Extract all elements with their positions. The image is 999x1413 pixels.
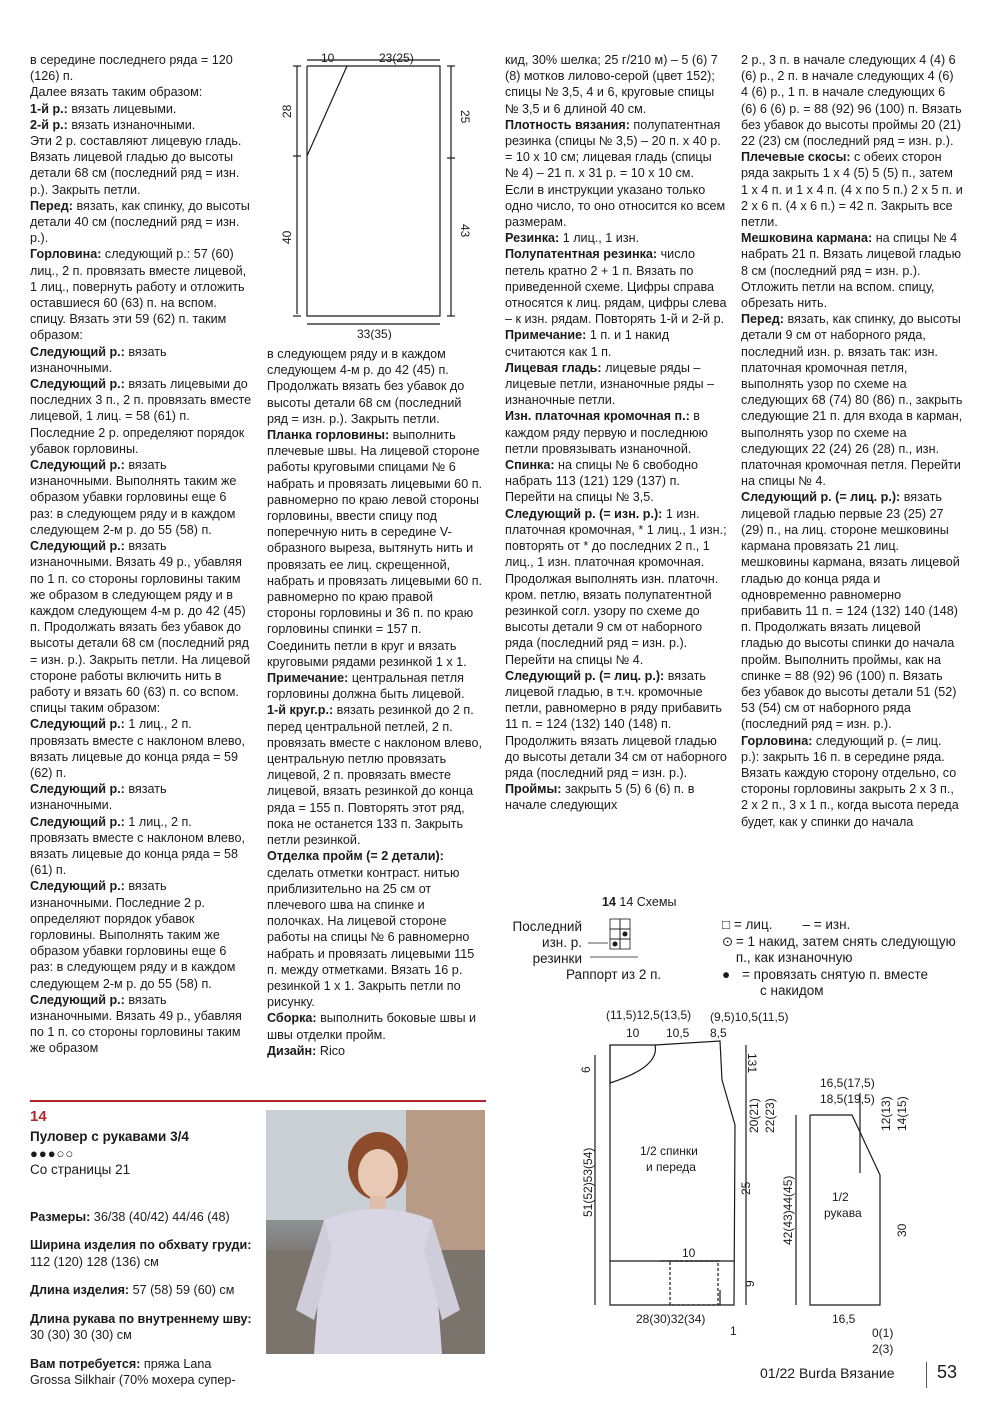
from-page: Со страницы 21 bbox=[30, 1162, 131, 1177]
col3-paragraph bbox=[505, 506, 727, 668]
sch-h6: 6 bbox=[579, 1066, 593, 1073]
paragraph-text: на спицы № 6 свободно набрать 113 (121) 129 (137) п. Перейти на спицы № 3,5. bbox=[505, 458, 699, 505]
paragraph-heading: Примечание: bbox=[267, 671, 349, 686]
paragraph-text: вязать, как спинку, до высоты детали 40 см (последний ряд = изн. р.). bbox=[30, 198, 250, 246]
item_info-paragraph bbox=[30, 1311, 255, 1343]
paragraph-heading: 2-й р.: bbox=[30, 117, 68, 132]
paragraph-text: 112 (120) 128 (136) см bbox=[30, 1254, 159, 1269]
paragraph-text: следующий р. (= лиц. р.): закрыть 16 п. в середине ряда. Вязать каждую сторону отдельно, со стороны горловины закрыть 2 х 3 п., 2 х 2 п., 3 х 1 п., когда высота переда будет, как у спинки до начала bbox=[741, 733, 959, 829]
paragraph-text: 1 п. и 1 накид считаются как 1 п. bbox=[505, 328, 670, 359]
col3-paragraph bbox=[505, 230, 727, 246]
sch-total-h: 51(52)53(54) bbox=[581, 1147, 595, 1217]
paragraph-text: Эти 2 р. составляют лицевую гладь. Вязать лицевой гладью до высоты детали 68 см (последний ряд = изн. р.). Закрыть петли. bbox=[30, 134, 242, 197]
paragraph-heading: Следующий р.: bbox=[30, 992, 125, 1007]
paragraph-text: 2 р., 3 п. в начале следующих 4 (4) 6 (6) р., 2 п. в начале следующих 4 (6) 4 (6) р., 1 п. в начале следующих 6 (6) 6 (6) р. = 88 (92) 96 (100) п. Вязать без убавок до высоты проймы 20 (21) 22 (23) см (последний ряд = изн. р.). bbox=[741, 53, 962, 149]
paragraph-heading: Отделка пройм (= 2 детали): bbox=[267, 849, 444, 864]
col3-paragraph bbox=[505, 117, 727, 182]
sch-armhole2: 22(23) bbox=[763, 1098, 777, 1133]
paragraph-text: 1 лиц., 2 п. провязать вместе с наклоном влево, вязать лицевые до конца ряда = 58 (61) п. bbox=[30, 814, 245, 878]
sch-sleeve-total: 42(43)44(45) bbox=[781, 1175, 795, 1245]
legend-symbols: □ = лиц. – = изн. ⊙ = 1 накид, затем снять следующую п., как изнаночную ● = провязать снятую п. вместе с накидом bbox=[722, 917, 972, 1000]
legend-last-row-1: Последний bbox=[512, 919, 582, 934]
paragraph-text: лицевые ряды – лицевые петли, изнаночные ряды – изнаночные петли. bbox=[505, 360, 715, 408]
col4-paragraph bbox=[741, 733, 963, 830]
paragraph-heading: 1-й круг.р.: bbox=[267, 703, 334, 718]
legend-rib: резинки bbox=[532, 951, 582, 966]
item-number: 14 bbox=[30, 1108, 47, 1125]
col2-paragraph bbox=[267, 702, 482, 848]
paragraph-text: полупатентная резинка (спицы № 3,5) – 20 п. х 40 р. = 10 х 10 см; лицевая гладь (спицы № 4) – 21 п. х 31 р. = 10 х 10 см. bbox=[505, 117, 721, 181]
sch-body-label: 1/2 спинки bbox=[640, 1144, 698, 1158]
sym-knit: □ = лиц. bbox=[722, 917, 773, 932]
sch-top-left: (11,5)12,5(13,5) bbox=[606, 1008, 692, 1022]
item_info-paragraph bbox=[30, 1237, 255, 1269]
item_info-paragraph bbox=[30, 1282, 255, 1298]
header-divider bbox=[30, 1100, 486, 1102]
paragraph-heading: Следующий р.: bbox=[30, 539, 125, 554]
paragraph-text: вязать резинкой до 2 п. перед центральной петлей, 2 п. провязать вместе с наклоном влево, центральную петлю провязать лицевой, 2 п. провязать вместе лицевой, вязать резинкой до конца ряда = 155 п. Повторять этот ряд, пока не останется 133 п. Закрыть петли резинкой. bbox=[267, 703, 482, 848]
col1-paragraph bbox=[30, 814, 252, 879]
col2-paragraph bbox=[267, 670, 482, 702]
paragraph-heading: Следующий р.: bbox=[30, 879, 125, 894]
col2-paragraph bbox=[267, 346, 482, 427]
legend-repeat: Раппорт из 2 п. bbox=[566, 967, 662, 982]
sch-sleeve-marks-2: 2(3) bbox=[872, 1342, 894, 1356]
col3-paragraph bbox=[505, 668, 727, 814]
sch-w85: 8,5 bbox=[710, 1026, 727, 1040]
paragraph-text: в каждом ряду первую и последнюю петли провязывать изнаночной. bbox=[505, 409, 708, 456]
paragraph-text: выполнить боковые швы и швы отделки пройм. bbox=[267, 1011, 477, 1042]
footer bbox=[760, 1365, 895, 1381]
text-column-1 bbox=[30, 52, 252, 1057]
paragraph-text: Далее вязать таким образом: bbox=[30, 85, 203, 100]
col3-paragraph bbox=[505, 457, 727, 506]
text-column-3 bbox=[505, 52, 727, 814]
item_info-paragraph bbox=[30, 1356, 255, 1388]
paragraph-text: закрыть 5 (5) 6 (6) п. в начале следующих bbox=[505, 782, 695, 813]
paragraph-text: Вязать 49 р., убавляя по 1 п. со стороны горловины таким же образом в следующем ряду и в каждом следующем 4-м р. до 42 (45) п. Продолжать вязать без убавок до высоты детали 68 см (последний ряд = изн. р.). Закрыть петли. На лицевой стороне работы включить нить в работу и вязать 60 (63) п. со вспом. спицы таким образом: bbox=[30, 555, 251, 716]
item_info-paragraph bbox=[30, 1209, 255, 1225]
paragraph-heading: Полупатентная резинка: bbox=[505, 247, 658, 262]
paragraph-text: кид, 30% шелка; 25 г/210 м) – 5 (6) 7 (8) мотков лилово-серой (цвет 152); спицы № 3,5, 4 и 6, круговые спицы № 3,5 и 6 длиной 40 см. bbox=[505, 53, 718, 116]
garment-schematic bbox=[570, 1005, 930, 1365]
col1-paragraph bbox=[30, 101, 252, 117]
paragraph-heading: Изн. платочная кромочная п.: bbox=[505, 409, 690, 424]
sch-bottom: 28(30)32(34) bbox=[636, 1312, 706, 1326]
col1-paragraph bbox=[30, 344, 252, 376]
footer-separator bbox=[926, 1362, 927, 1388]
paragraph-text: вязать лицевой гладью первые 23 (25) 27 (29) п., на лиц. стороне мешковины кармана провязать 21 лиц. мешковины кармана, вязать лицевой гладью до конца ряда и одновременно равномерно прибавить 11 п. = 124 (132) 140 (148) п. Продолжать вязать лицевой гладью до высоты спинки до начала пройм. Выполнить проймы, как на спинке = 88 (92) 96 (100) п. Вязать без убавок до высоты детали 51 (52) 53 (54) см от наборного ряда (последний ряд = изн. р.). bbox=[741, 490, 960, 732]
text-column-2 bbox=[267, 346, 482, 1059]
sch-body-label-2: и переда bbox=[646, 1160, 696, 1174]
paragraph-text: 1 лиц., 2 п. провязать вместе с наклоном влево, вязать лицевые до конца ряда = 59 (62) п. bbox=[30, 717, 245, 780]
sch-w10: 10 bbox=[626, 1026, 640, 1040]
sch-sleeve-top: 16,5(17,5) bbox=[820, 1076, 875, 1090]
col1-paragraph bbox=[30, 716, 252, 781]
col4-paragraph bbox=[741, 311, 963, 489]
sch-sleeve-marks: 0(1) bbox=[872, 1326, 894, 1340]
paragraph-text: пряжа Lana Grossa Silkhair (70% мохера супер- bbox=[30, 1357, 236, 1388]
col4-paragraph bbox=[741, 489, 963, 732]
sch-sleeve-label: 1/2 bbox=[832, 1190, 849, 1204]
paragraph-text: 1 изн. платочная кромочная, * 1 лиц., 1 изн.; повторять от * до последних 2 п., 1 лиц., 1 изн. платочная кромочная. Продолжая выполнять изн. платочн. кром. петлю, вязать полупатентной резинкой согл. узору по схеме до высоты детали 9 см от наборного ряда (последний ряд = изн. р.). Перейти на спицы № 4. bbox=[505, 506, 727, 667]
sch-sleeve-h12: 12(13) bbox=[879, 1096, 893, 1131]
col2-paragraph bbox=[267, 427, 482, 670]
paragraph-heading: Размеры: bbox=[30, 1209, 91, 1224]
sch-pocket10: 10 bbox=[682, 1246, 696, 1260]
paragraph-text: вязать изнаночными. Выполнять таким же образом убавки горловины еще 6 раз: в следующем ряду и в каждом следующем 2-м р. до 55 (58) п. bbox=[30, 458, 237, 537]
col1-paragraph bbox=[30, 117, 252, 133]
sch-armhole: 20(21) bbox=[747, 1098, 761, 1133]
paragraph-heading: Следующий р. (= лиц. р.): bbox=[741, 490, 901, 505]
col3-paragraph bbox=[505, 52, 727, 117]
paragraph-text: вязать изнаночными. bbox=[30, 539, 167, 570]
legend-title-text: 14 Схемы bbox=[619, 895, 677, 909]
sym-yo: = 1 накид, затем снять следующую п., как изнаночную bbox=[735, 933, 956, 965]
paragraph-heading: Следующий р.: bbox=[30, 814, 125, 829]
paragraph-text: вязать изнаночными. Последние 2 р. определяют порядок убавок горловины. Выполнять таким же образом убавки горловины еще 6 раз: в следующем ряду и в каждом следующем 2-м р. до 55 (58) п. bbox=[30, 879, 236, 991]
paragraph-heading: Длина рукава по внутреннему шву: bbox=[30, 1312, 252, 1327]
difficulty-dots: ●●●○○ bbox=[30, 1146, 75, 1161]
sch-sleeve-label-2: рукава bbox=[824, 1206, 862, 1220]
paragraph-heading: Дизайн: bbox=[267, 1043, 317, 1058]
paragraph-heading: Следующий р.: bbox=[30, 782, 125, 797]
paragraph-text: Если в инструкции указано только одно число, то оно относится ко всем размерам. bbox=[505, 182, 726, 230]
col1-paragraph bbox=[30, 781, 252, 813]
paragraph-heading: Следующий р. (= лиц. р.): bbox=[505, 668, 665, 683]
col1-paragraph bbox=[30, 246, 252, 343]
paragraph-text: с обеих сторон ряда закрыть 1 х 4 (5) 5 (5) п., затем 1 х 4 п. и 1 х 4 п. (4 х по 5 п.) 2 х 5 п. и 2 х 6 п. (4 х 6 п.) = 42 п. Закрыть все петли. bbox=[741, 150, 963, 230]
top-schematic bbox=[267, 48, 482, 340]
paragraph-heading: Следующий р.: bbox=[30, 458, 125, 473]
paragraph-text: на спицы № 4 набрать 21 п. Вязать лицевой гладью 8 см (последний ряд = изн. р.). Отложить петли на вспом. спицу, обрезать нить. bbox=[741, 231, 962, 311]
sym-knit-tog: = провязать снятую п. вместе bbox=[742, 966, 929, 982]
paragraph-heading: Плечевые скосы: bbox=[741, 150, 851, 165]
paragraph-text: сделать отметки контраст. нитью приблизительно на 25 см от плечевого шва на спинке и полочках. На лицевой стороне работы на спицы № 6 равномерно набрать и провязать лицевыми 115 п. между отметками. Вязать 16 р. резинкой 1 х 1. Закрыть петли по рисунку. bbox=[267, 865, 475, 1010]
stitch-legend bbox=[500, 895, 970, 1005]
sch-sleeve-top-2: 18,5(19,5) bbox=[820, 1092, 875, 1106]
paragraph-text: 57 (58) 59 (60) см bbox=[129, 1283, 235, 1298]
paragraph-text: число петель кратно 2 + 1 п. Вязать по приведенной схеме. Цифры справа относятся к лиц. рядам, цифры слева – к изн. рядам. Повторять 1-й и 2-й р. bbox=[505, 247, 727, 327]
col3-paragraph bbox=[505, 408, 727, 457]
legend-title: 14 14 Схемы bbox=[602, 895, 677, 909]
col1-paragraph bbox=[30, 133, 252, 198]
paragraph-text: 36/38 (40/42) 44/46 (48) bbox=[90, 1209, 230, 1224]
paragraph-heading: Горловина: bbox=[741, 733, 813, 748]
paragraph-heading: Резинка: bbox=[505, 231, 560, 246]
col3-paragraph bbox=[505, 360, 727, 409]
legend-last-row bbox=[504, 919, 582, 967]
paragraph-text: вязать изнаночными. bbox=[30, 782, 167, 813]
paragraph-text: следующий р.: 57 (60) лиц., 2 п. провязать вместе лицевой, 1 лиц., повернуть работу и отложить оставшиеся 60 (63) п. на вспом. спицу. Вязать эти 59 (62) п. таким образом: bbox=[30, 247, 247, 343]
col3-paragraph bbox=[505, 182, 727, 231]
paragraph-text: вязать изнаночными. Вязать 49 р., убавляя по 1 п. со стороны горловины таким же образом bbox=[30, 992, 242, 1056]
paragraph-text: вязать, как спинку, до высоты детали 9 см от наборного ряда, последний изн. р. вязать так: изн. платочная кромочная петля, выполнять узор по схеме на следующих 68 (74) 80 (86) п., закрыть следующие 21 п. для входа в карман, выполнять узор по схеме на следующих 22 (24) 26 (28) п., изн. платочная кромочная петля. Перейти на спицы № 4. bbox=[741, 312, 963, 489]
paragraph-text: вязать изнаночными. bbox=[67, 117, 196, 132]
col1-paragraph bbox=[30, 538, 252, 716]
col1-paragraph bbox=[30, 52, 252, 84]
paragraph-heading: Следующий р.: bbox=[30, 377, 125, 392]
col4-paragraph bbox=[741, 149, 963, 230]
paragraph-heading: Плотность вязания: bbox=[505, 117, 630, 132]
col1-paragraph bbox=[30, 84, 252, 100]
sch-h25: 25 bbox=[739, 1181, 753, 1195]
sch-sleeve-bottom: 16,5 bbox=[832, 1312, 856, 1326]
sch-sleeve-h14: 14(15) bbox=[895, 1096, 909, 1131]
col2-paragraph bbox=[267, 1043, 482, 1059]
paragraph-heading: Примечание: bbox=[505, 328, 587, 343]
col1-paragraph bbox=[30, 198, 252, 247]
footer-issue: 01/22 bbox=[760, 1365, 796, 1381]
col2-paragraph bbox=[267, 1010, 482, 1042]
sch-sleeve-h30: 30 bbox=[895, 1223, 909, 1237]
paragraph-text: вязать изнаночными. bbox=[30, 344, 167, 375]
top-h28: 28 bbox=[280, 104, 294, 118]
paragraph-text: выполнить плечевые швы. На лицевой стороне работы круговыми спицами № 6 набрать и провязать лицевыми 60 п. равномерно по краю левой стороны горловины, ввести спицу под поперечную нить в середине V-образного выреза, вытянуть нить и провязать ее лиц. скрещенной, набрать и провязать лицевыми 60 п. равномерно по краю правой стороны горловины и 36 п. по краю горловины спинки = 157 п. Соединить петли в круг и вязать круговыми рядами резинкой 1 х 1. bbox=[267, 428, 483, 669]
col3-paragraph bbox=[505, 327, 727, 359]
col2-paragraph bbox=[267, 848, 482, 1010]
paragraph-text: вязать лицевыми. bbox=[67, 101, 177, 116]
paragraph-heading: Планка горловины: bbox=[267, 428, 390, 443]
paragraph-text: Rico bbox=[316, 1043, 346, 1058]
paragraph-heading: Длина изделия: bbox=[30, 1283, 130, 1298]
sym-knit-tog-2: с накидом bbox=[760, 983, 824, 998]
text-column-4 bbox=[741, 52, 963, 830]
page-number: 53 bbox=[937, 1362, 958, 1382]
paragraph-text: 1 лиц., 1 изн. bbox=[559, 231, 640, 246]
top-h40: 40 bbox=[280, 230, 294, 244]
legend-last-row-2: изн. р. bbox=[542, 935, 582, 950]
col1-paragraph bbox=[30, 457, 252, 538]
paragraph-text: 30 (30) 30 (30) см bbox=[30, 1328, 132, 1343]
paragraph-heading: Спинка: bbox=[505, 458, 555, 473]
sch-top-right: (9,5)10,5(11,5) bbox=[710, 1010, 789, 1024]
top-bottom: 33(35) bbox=[357, 327, 392, 340]
paragraph-text: вязать лицевой гладью, в т.ч. кромочные петли, равномерно в ряду прибавить 11 п. = 124 (132) 140 (148) п. Продолжить вязать лицевой гладью до высоты детали 34 см от наборного ряда (последний ряд = изн. р.). bbox=[505, 668, 727, 780]
col4-paragraph bbox=[741, 52, 963, 149]
col3-paragraph bbox=[505, 246, 727, 327]
paragraph-heading: Вам потребуется: bbox=[30, 1357, 141, 1372]
paragraph-heading: Следующий р.: bbox=[30, 717, 125, 732]
paragraph-heading: Проймы: bbox=[505, 782, 562, 797]
paragraph-heading: Перед: bbox=[741, 312, 784, 327]
top-h43: 43 bbox=[458, 224, 472, 238]
paragraph-text: в середине последнего ряда = 120 (126) п. bbox=[30, 53, 233, 84]
item-title: Пуловер с рукавами 3/4 bbox=[30, 1129, 189, 1144]
sch-bottom-mark: 1 bbox=[730, 1324, 737, 1338]
sch-w105: 10,5 bbox=[666, 1026, 690, 1040]
top-w23: 23(25) bbox=[379, 51, 414, 65]
paragraph-heading: Перед: bbox=[30, 198, 73, 213]
paragraph-heading: Горловина: bbox=[30, 247, 102, 262]
model-photo bbox=[266, 1110, 485, 1354]
col1-paragraph bbox=[30, 376, 252, 457]
col1-paragraph bbox=[30, 878, 252, 1056]
item-info bbox=[30, 1196, 255, 1401]
paragraph-text: в следующем ряду и в каждом следующем 4-м р. до 42 (45) п. Продолжать вязать без убавок до высоты детали 68 см (последний ряд = изн. р.). Закрыть петли. bbox=[267, 347, 465, 426]
paragraph-text: вязать лицевыми до последних 3 п., 2 п. провязать вместе лицевой, 1 лиц. = 58 (61) п. Последние 2 р. определяют порядок убавок горловины. bbox=[30, 377, 252, 456]
paragraph-heading: Следующий р.: bbox=[30, 344, 125, 359]
paragraph-heading: Следующий р. (= изн. р.): bbox=[505, 506, 663, 521]
paragraph-heading: Мешковина кармана: bbox=[741, 231, 873, 246]
top-h25: 25 bbox=[458, 110, 472, 124]
paragraph-heading: Лицевая гладь: bbox=[505, 360, 602, 375]
paragraph-heading: Ширина изделия по обхвату груди: bbox=[30, 1238, 252, 1253]
top-w10: 10 bbox=[321, 51, 335, 65]
sym-purl: – = изн. bbox=[802, 917, 851, 932]
paragraph-heading: Сборка: bbox=[267, 1011, 317, 1026]
sch-h9: 9 bbox=[743, 1280, 757, 1287]
stitch-chart bbox=[584, 915, 644, 963]
col4-paragraph bbox=[741, 230, 963, 311]
paragraph-text: центральная петля горловины должна быть лицевой. bbox=[267, 671, 465, 702]
sch-h131: 131 bbox=[745, 1053, 759, 1074]
footer-brand: Burda Вязание bbox=[798, 1365, 895, 1381]
paragraph-heading: 1-й р.: bbox=[30, 101, 68, 116]
